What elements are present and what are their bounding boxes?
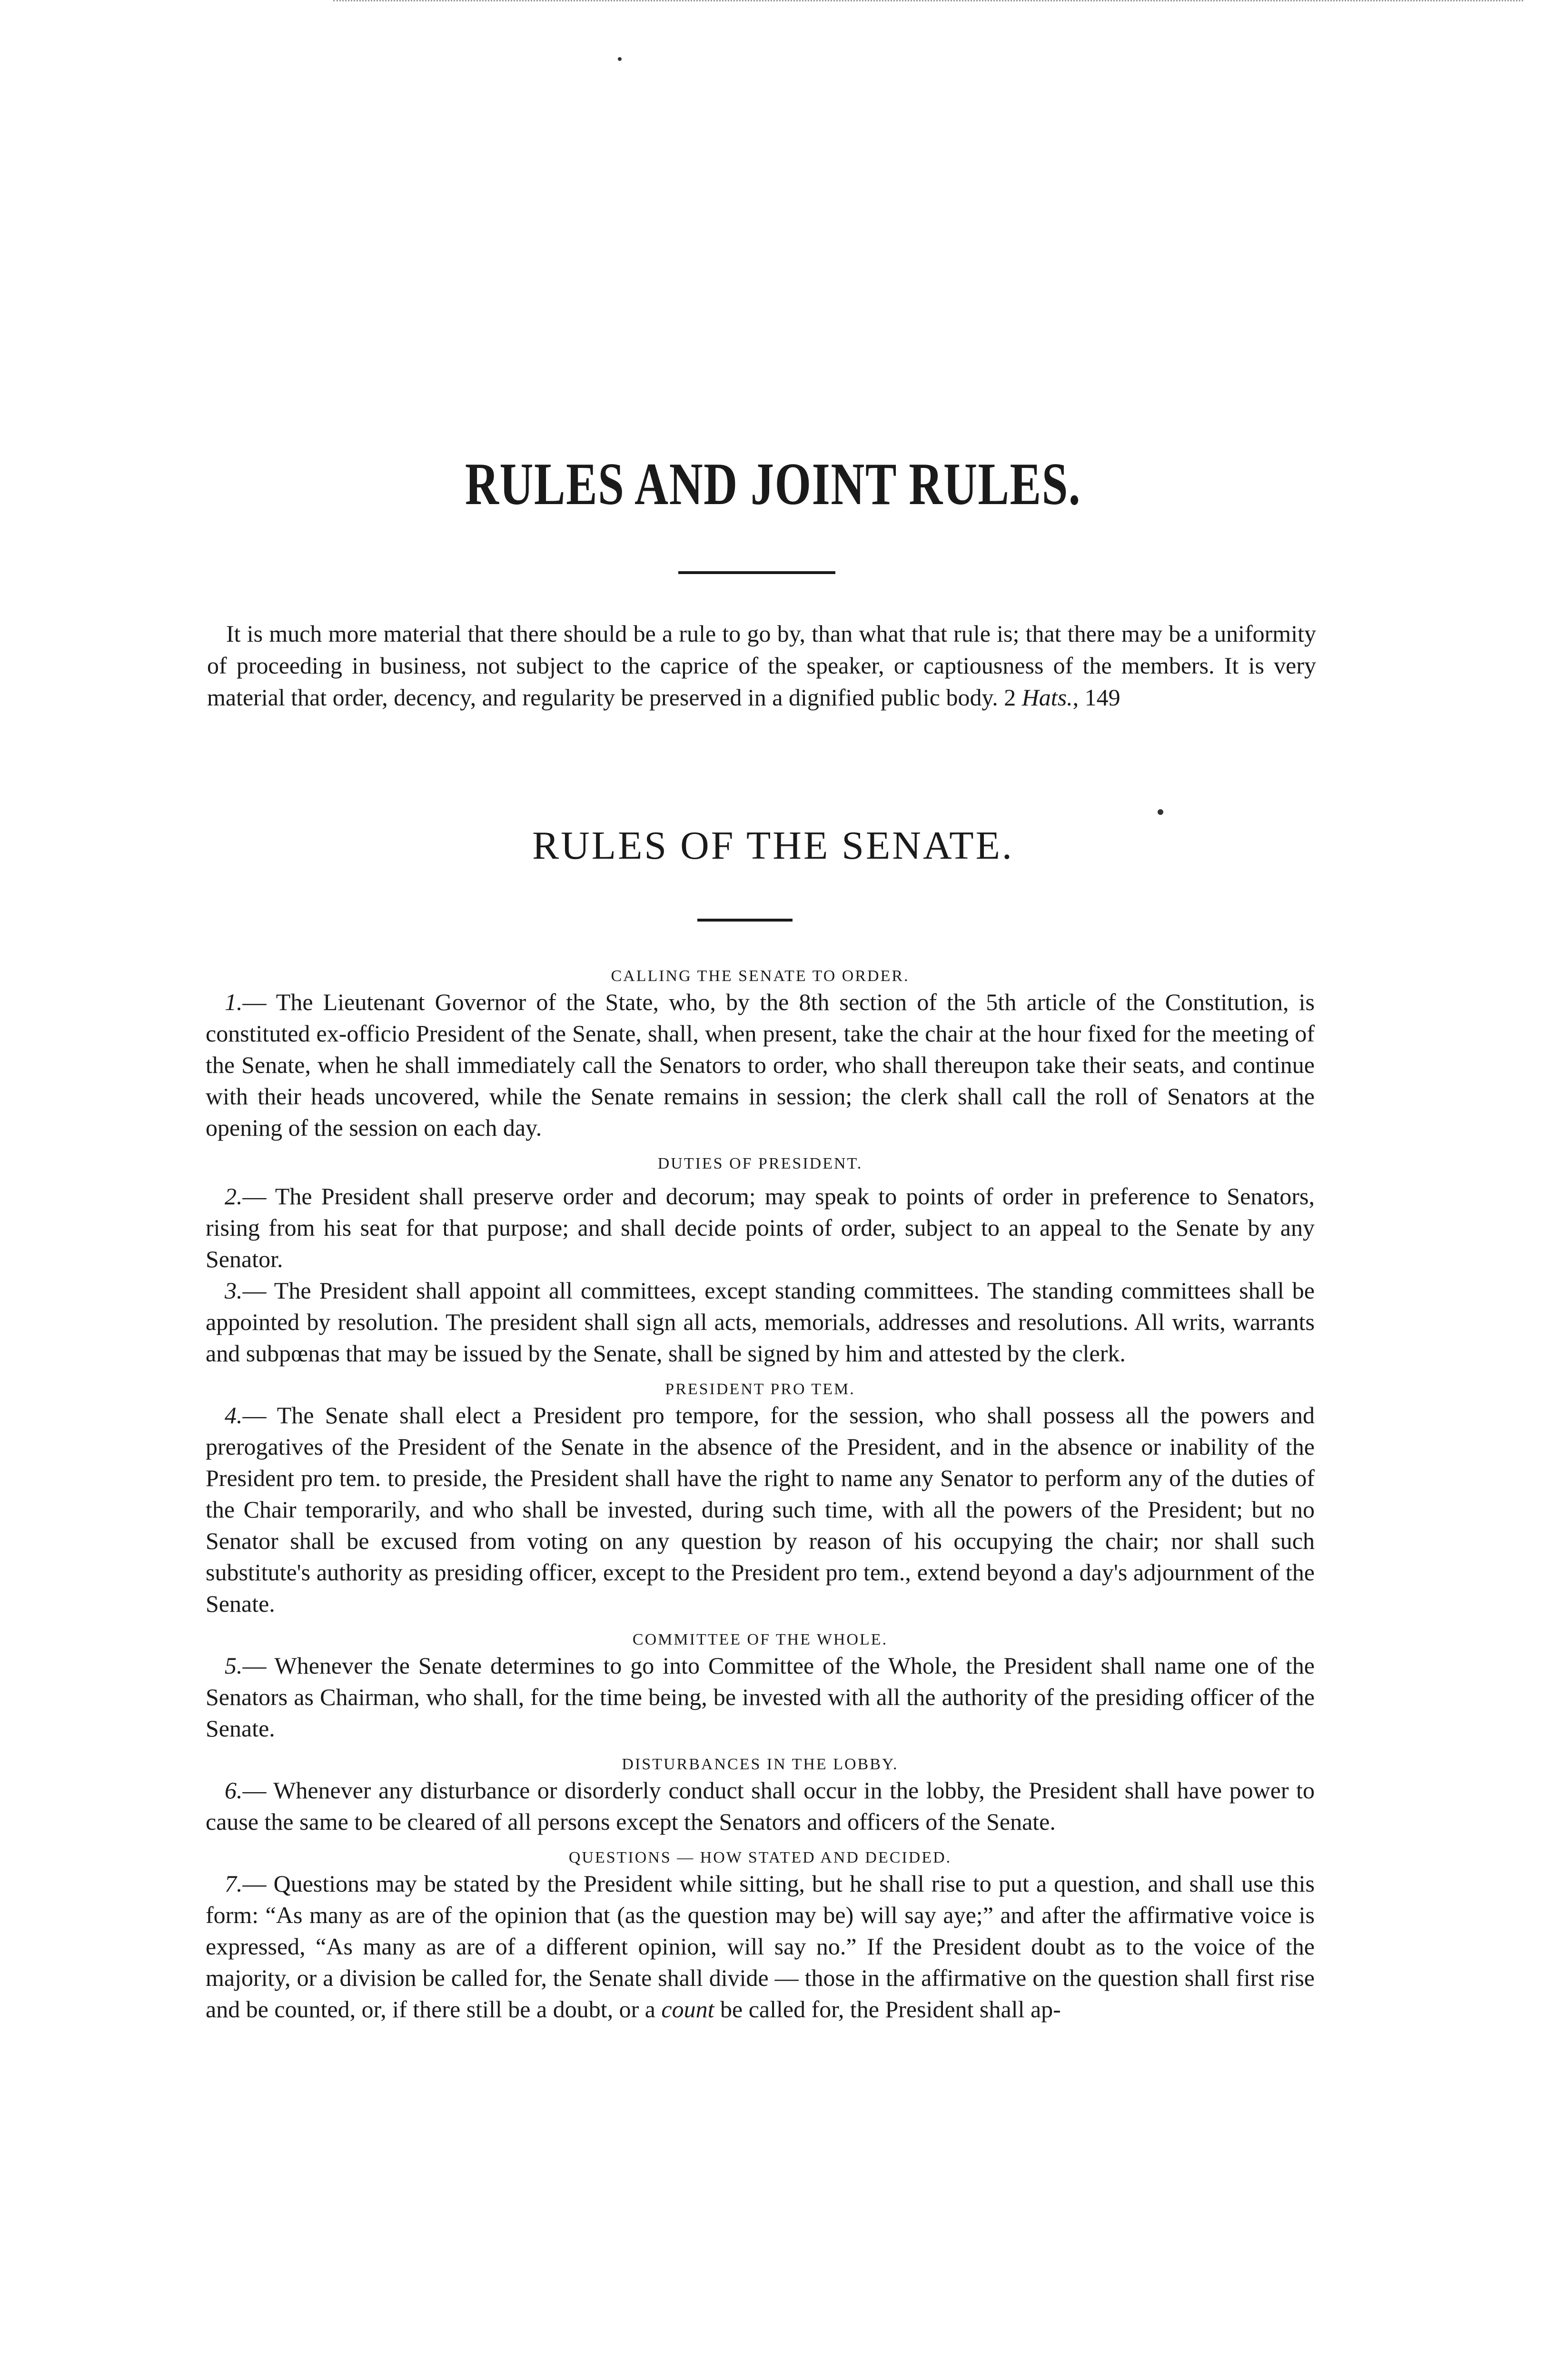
rules-body	[206, 966, 1315, 2035]
rule-2	[206, 1180, 1315, 1275]
rule-5-text: — Whenever the Senate determines to go into Committee of the Whole, the President shall name one of the Senators as Chairman, who shall, for the time being, be invested with all the authority of the presiding officer of the Senate.	[206, 1652, 1315, 1742]
rule-7-italic-count: count	[661, 1996, 714, 2023]
rule-3-text: — The President shall appoint all committees, except standing committees. The standing committees shall be appointed by resolution. The president shall sign all acts, memorials, addresses and resolutions. All writs, warrants and subpœnas that may be issued by the Senate, shall be signed by him and attested by the clerk.	[206, 1277, 1315, 1367]
ink-speck	[1158, 809, 1163, 815]
rule-1	[206, 986, 1315, 1143]
rule-1-number: 1.	[225, 989, 243, 1015]
rule-7-number: 7.	[225, 1870, 243, 1897]
rule-6-text: — Whenever any disturbance or disorderly conduct shall occur in the lobby, the President shall have power to cause the same to be cleared of all persons except the Senators and officers of the Senate.	[206, 1777, 1315, 1835]
section-title: RULES OF THE SENATE.	[532, 823, 1014, 868]
rule-7	[206, 1868, 1315, 2025]
rule-7-text-a: — Questions may be stated by the President while sitting, but he shall rise to put a question, and shall use this form: “As many as are of the opinion that (as the question may be) will say aye;” and after the affirmative voice is expressed, “As many as are of a different opinion, will say no.” If the President doubt as to the voice of the majority, or a division be called for, the Senate shall divide — those in the affirmative on the question shall first rise and be counted, or, if there still be a doubt, or a	[206, 1870, 1315, 2023]
section-divider	[697, 919, 793, 922]
rule-4-number: 4.	[225, 1402, 243, 1428]
rule-1-text: — The Lieutenant Governor of the State, who, by the 8th section of the 5th article of the Constitution, is constituted ex-officio President of the Senate, shall, when present, take the chair at the hour fixed for the meeting of the Senate, when he shall immediately call the Senators to order, who shall thereupon take their seats, and continue with their heads uncovered, while the Senate remains in session; the clerk shall call the roll of Senators at the opening of the session on each day.	[206, 989, 1315, 1141]
rule-6-number: 6.	[225, 1777, 243, 1804]
main-title: RULES AND JOINT RULES.	[465, 451, 1081, 517]
rule-4	[206, 1399, 1315, 1619]
epigraph-text: It is much more material that there should be a rule to go by, than what that rule is; that there may be a uniformity of proceeding in business, not subject to the caprice of the speaker, or captiousness of the members. It is very material that order, decency, and regularity be preserved in a dignified public body.	[207, 620, 1316, 711]
heading-committee-of-whole: COMMITTEE OF THE WHOLE.	[632, 1631, 888, 1648]
rule-3-number: 3.	[225, 1277, 243, 1304]
rule-5	[206, 1650, 1315, 1744]
heading-questions: QUESTIONS — HOW STATED AND DECIDED.	[568, 1849, 952, 1866]
heading-duties-of-president: DUTIES OF PRESIDENT.	[657, 1155, 863, 1172]
title-divider	[678, 571, 835, 574]
rule-6	[206, 1775, 1315, 1837]
top-edge-scan-marks	[333, 0, 1523, 3]
rule-7-text-b: be called for, the President shall ap-	[714, 1996, 1061, 2023]
heading-disturbances-in-lobby: DISTURBANCES IN THE LOBBY.	[622, 1755, 899, 1773]
rule-5-number: 5.	[225, 1652, 243, 1679]
heading-calling-to-order: CALLING THE SENATE TO ORDER.	[611, 967, 910, 985]
ink-speck	[618, 57, 622, 61]
epigraph	[207, 618, 1316, 714]
rule-2-number: 2.	[225, 1183, 243, 1210]
rule-4-text: — The Senate shall elect a President pro tempore, for the session, who shall possess all the powers and prerogatives of the President of the Senate in the absence of the President, and in the absence or inability of the President pro tem. to preside, the President shall have the right to name any Senator to perform any of the duties of the Chair temporarily, and who shall be invested, during such time, with all the powers of the President; but no Senator shall be excused from voting on any question by reason of his occupying the chair; nor shall such substitute's authority as presiding officer, except to the President pro tem., extend beyond a day's adjournment of the Senate.	[206, 1402, 1315, 1617]
rule-3	[206, 1275, 1315, 1369]
epigraph-citation-suffix: , 149	[1072, 684, 1120, 711]
epigraph-citation-prefix: 2	[1004, 684, 1022, 711]
heading-president-pro-tem: PRESIDENT PRO TEM.	[665, 1380, 855, 1398]
rule-2-text: — The President shall preserve order and decorum; may speak to points of order in preference to Senators, rising from his seat for that purpose; and shall decide points of order, subject to an appeal to the Senate by any Senator.	[206, 1183, 1315, 1272]
epigraph-citation-italic: Hats.	[1021, 684, 1073, 711]
